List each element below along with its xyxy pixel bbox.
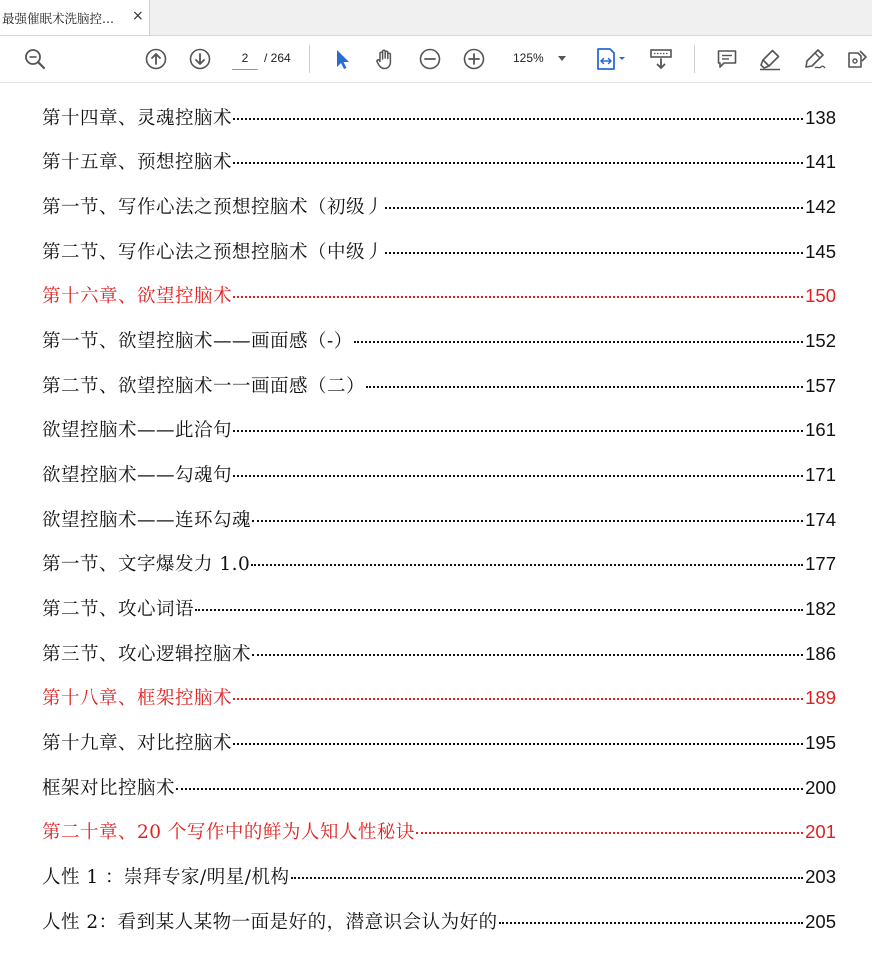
scrolling-mode-icon bbox=[648, 46, 674, 72]
zoom-search-icon bbox=[23, 47, 47, 71]
toc-entry-title: 第二节、欲望控脑术一一画面感（二） bbox=[42, 376, 366, 397]
highlight-button[interactable] bbox=[757, 46, 783, 72]
select-tool-button[interactable] bbox=[329, 46, 355, 72]
zoom-value: 125% bbox=[513, 51, 544, 65]
toc-leader-dots bbox=[385, 207, 803, 209]
zoom-in-button[interactable] bbox=[461, 46, 487, 72]
toc-entry-page: 157 bbox=[805, 375, 836, 396]
toc-entry[interactable] bbox=[42, 148, 836, 178]
toc-entry-title: 欲望控脑术——勾魂句 bbox=[42, 465, 233, 486]
toc-entry-title: 人性 2：看到某人某物一面是好的，潜意识会认为好的 bbox=[42, 912, 498, 933]
toc-leader-dots bbox=[354, 341, 803, 343]
zoom-out-button[interactable] bbox=[417, 46, 443, 72]
toc-entry-title: 第十八章、框架控脑术 bbox=[42, 688, 233, 709]
toc-entry[interactable] bbox=[42, 193, 836, 223]
toc-entry-page: 150 bbox=[805, 285, 836, 306]
toc-entry-title: 第一节、欲望控脑术——画面感（-） bbox=[42, 331, 353, 352]
toc-leader-dots bbox=[195, 609, 803, 611]
document-page bbox=[0, 83, 872, 957]
toc-entry-page: 189 bbox=[805, 687, 836, 708]
fit-page-button[interactable] bbox=[594, 46, 630, 72]
tab-strip bbox=[0, 0, 872, 36]
toc-entry[interactable] bbox=[42, 863, 836, 893]
toc-leader-dots bbox=[366, 386, 803, 388]
fit-page-icon bbox=[594, 46, 630, 72]
toc-entry-title: 框架对比控脑术 bbox=[42, 778, 176, 799]
toc-entry-title: 第十九章、对比控脑术 bbox=[42, 733, 233, 754]
toc-leader-dots bbox=[233, 296, 803, 298]
toc-entry-page: 141 bbox=[805, 151, 836, 172]
toc-leader-dots bbox=[252, 654, 803, 656]
toc-entry[interactable] bbox=[42, 908, 836, 938]
page-total: / 264 bbox=[264, 51, 291, 65]
hand-tool-button[interactable] bbox=[372, 46, 398, 72]
toc-entry-page: 205 bbox=[805, 911, 836, 932]
more-tools-button[interactable] bbox=[844, 46, 870, 72]
toc-entry-page: 177 bbox=[805, 553, 836, 574]
toc-entry-title: 第二节、写作心法之预想控脑术（中级丿 bbox=[42, 242, 385, 263]
toc-entry-page: 195 bbox=[805, 732, 836, 753]
toc-entry-page: 200 bbox=[805, 777, 836, 798]
toc-leader-dots bbox=[233, 475, 803, 477]
toc-leader-dots bbox=[385, 252, 803, 254]
toc-entry[interactable] bbox=[42, 640, 836, 670]
page-number-input[interactable] bbox=[232, 47, 258, 70]
toc-entry-title: 第十六章、欲望控脑术 bbox=[42, 286, 233, 307]
toc-leader-dots bbox=[233, 162, 803, 164]
zoom-dropdown[interactable] bbox=[502, 47, 576, 69]
toc-entry-title: 第一节、写作心法之预想控脑术（初级丿 bbox=[42, 197, 385, 218]
toc-entry[interactable] bbox=[42, 550, 836, 580]
pen-draw-icon bbox=[802, 47, 826, 71]
toc-leader-dots bbox=[233, 118, 803, 120]
previous-page-button[interactable] bbox=[143, 46, 169, 72]
toc-entry-page: 182 bbox=[805, 598, 836, 619]
tab-title: 最强催眠术洗脑控... bbox=[2, 11, 114, 26]
toc-entry-title: 欲望控脑术——此洽句 bbox=[42, 420, 233, 441]
toc-entry[interactable] bbox=[42, 684, 836, 714]
toc-entry[interactable] bbox=[42, 506, 836, 536]
toc-entry[interactable] bbox=[42, 416, 836, 446]
minus-circle-icon bbox=[418, 47, 442, 71]
toc-entry-page: 145 bbox=[805, 241, 836, 262]
toc-leader-dots bbox=[499, 922, 803, 924]
toc-entry-page: 171 bbox=[805, 464, 836, 485]
draw-button[interactable] bbox=[801, 46, 827, 72]
chevron-down-icon bbox=[558, 56, 566, 61]
toc-leader-dots bbox=[251, 564, 803, 566]
toc-entry[interactable] bbox=[42, 729, 836, 759]
toc-entry[interactable] bbox=[42, 282, 836, 312]
toc-entry-title: 第一节、文字爆发力 1.0 bbox=[42, 554, 251, 575]
more-tools-icon bbox=[845, 47, 869, 71]
toc-leader-dots bbox=[176, 788, 803, 790]
toc-leader-dots bbox=[291, 877, 804, 879]
toc-entry-page: 174 bbox=[805, 509, 836, 530]
arrow-down-circle-icon bbox=[188, 47, 212, 71]
toc-entry[interactable] bbox=[42, 461, 836, 491]
document-tab[interactable] bbox=[0, 0, 150, 35]
toolbar-divider bbox=[309, 45, 310, 73]
comment-icon bbox=[715, 47, 739, 71]
toc-entry[interactable] bbox=[42, 104, 836, 134]
next-page-button[interactable] bbox=[187, 46, 213, 72]
highlighter-icon bbox=[758, 47, 782, 71]
toc-entry-page: 152 bbox=[805, 330, 836, 351]
toc-entry[interactable] bbox=[42, 774, 836, 804]
toc-entry[interactable] bbox=[42, 372, 836, 402]
hand-pan-icon bbox=[373, 47, 397, 71]
toc-entry-title: 第十五章、预想控脑术 bbox=[42, 152, 233, 173]
toc-entry-title: 第二节、攻心词语 bbox=[42, 599, 195, 620]
toc-leader-dots bbox=[416, 832, 803, 834]
toc-entry-title: 第三节、攻心逻辑控脑术 bbox=[42, 644, 252, 665]
toolbar-divider bbox=[694, 45, 695, 73]
toc-entry-title: 人性 1 ：崇拜专家/明星/机构 bbox=[42, 867, 290, 888]
arrow-up-circle-icon bbox=[144, 47, 168, 71]
toc-leader-dots bbox=[233, 430, 803, 432]
tab-close-button[interactable]: × bbox=[132, 8, 144, 24]
plus-circle-icon bbox=[462, 47, 486, 71]
comment-button[interactable] bbox=[714, 46, 740, 72]
toc-entry-page: 203 bbox=[805, 866, 836, 887]
toc-entry[interactable] bbox=[42, 595, 836, 625]
toc-entry-page: 161 bbox=[805, 419, 836, 440]
toc-entry[interactable] bbox=[42, 238, 836, 268]
toc-entry-title: 第二十章、20 个写作中的鲜为人知人性秘诀 bbox=[42, 822, 415, 843]
toolbar bbox=[0, 36, 872, 83]
scroll-mode-button[interactable] bbox=[648, 46, 674, 72]
toc-entry[interactable] bbox=[42, 327, 836, 357]
toc-entry-page: 138 bbox=[805, 107, 836, 128]
toc-entry[interactable] bbox=[42, 818, 836, 848]
toc-entry-page: 201 bbox=[805, 821, 836, 842]
toc-leader-dots bbox=[252, 520, 803, 522]
cursor-arrow-icon bbox=[330, 47, 354, 71]
toc-entry-page: 142 bbox=[805, 196, 836, 217]
toc-leader-dots bbox=[233, 743, 803, 745]
toc-entry-title: 欲望控脑术——连环勾魂 bbox=[42, 510, 252, 531]
toc-entry-title: 第十四章、灵魂控脑术 bbox=[42, 108, 233, 129]
toc-entry-page: 186 bbox=[805, 643, 836, 664]
toc-leader-dots bbox=[233, 698, 803, 700]
find-button[interactable] bbox=[22, 46, 48, 72]
